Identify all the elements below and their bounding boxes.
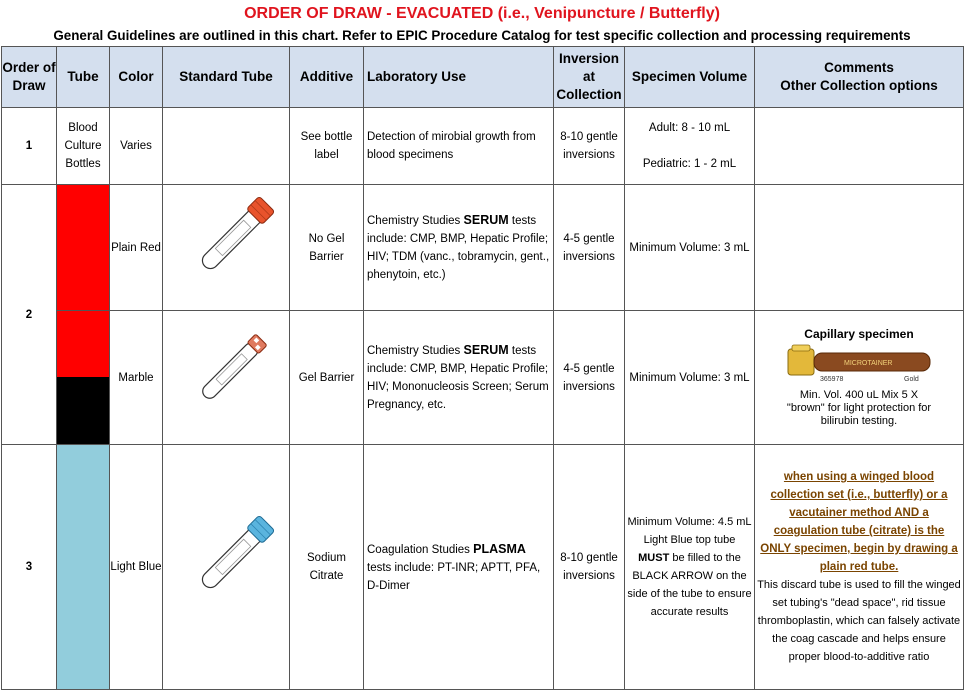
- comment-discard-tube-note: when using a winged blood collection set (i.e., butterfly) or a vacutainer method AND a coagulation tube (citrate) is the ONLY specimen, begin by drawing a plain red tube.: [760, 471, 958, 573]
- header-row: [2, 47, 964, 108]
- color-swatch-red: [57, 185, 110, 311]
- microtainer-tube-icon: [786, 341, 932, 383]
- volume-adult: Adult: 8 - 10 mL: [648, 122, 731, 134]
- lab-use-tests: tests include: CMP, BMP, Hepatic Profile; HIV; TDM (vanc., tobramycin, gent., phenytoin, etc.): [367, 215, 550, 281]
- standard-tube-empty: [163, 108, 290, 185]
- volume-line-3: [625, 549, 754, 621]
- order-number-1: 1: [2, 108, 57, 185]
- page-subtitle: General Guidelines are outlined in this chart. Refer to EPIC Procedure Catalog for test specific collection and processing requirements: [53, 28, 911, 43]
- color-marble: Marble: [110, 311, 163, 445]
- tube-image-light-blue: [163, 445, 290, 690]
- inversion-light-blue: 8-10 gentle inversions: [554, 445, 625, 690]
- lab-use-blood-culture: Detection of mirobial growth from blood specimens: [364, 108, 554, 185]
- table-row-plain-red: [2, 185, 964, 311]
- volume-line-3-rest: be filled to the BLACK ARROW on the side of the tube to ensure accurate results: [627, 552, 752, 618]
- header-tube: Tube: [57, 47, 110, 108]
- color-blood-culture: Varies: [110, 108, 163, 185]
- microtainer-number: 365978: [820, 376, 844, 383]
- capillary-title: Capillary specimen: [804, 327, 914, 341]
- volume-marble: Minimum Volume: 3 mL: [625, 311, 755, 445]
- order-number-2: 2: [2, 185, 57, 445]
- header-standard-tube: Standard Tube: [163, 47, 290, 108]
- volume-blood-culture: [625, 108, 755, 185]
- header-comments-line2: Other Collection options: [780, 78, 938, 93]
- capillary-specimen-box: [786, 327, 932, 428]
- table-row-blood-culture: [2, 108, 964, 185]
- light-blue-top-tube-icon: [171, 509, 281, 619]
- color-swatch-light-blue: [57, 445, 110, 690]
- lab-use-prefix: Coagulation Studies: [367, 543, 474, 556]
- lab-use-tests: tests include: CMP, BMP, Hepatic Profile; HIV; Mononucleosis Screen; Serum Pregnancy, etc.: [367, 345, 549, 411]
- volume-light-blue: [625, 445, 755, 690]
- microtainer-label: MICROTAINER: [844, 360, 893, 367]
- lab-use-prefix: Chemistry Studies: [367, 345, 464, 357]
- page-title: ORDER OF DRAW - EVACUATED (i.e., Venipuncture / Butterfly): [244, 5, 720, 22]
- lab-use-plasma: PLASMA: [473, 541, 526, 556]
- inversion-blood-culture: 8-10 gentle inversions: [554, 108, 625, 185]
- microtainer-gold: Gold: [904, 376, 919, 383]
- marble-top-tube-icon: [176, 325, 276, 425]
- tube-image-red: [163, 185, 290, 311]
- volume-must: MUST: [638, 552, 670, 564]
- tube-image-marble: [163, 311, 290, 445]
- comments-marble: [755, 311, 964, 445]
- comments-light-blue: [755, 445, 964, 690]
- header-lab-use: Laboratory Use: [364, 47, 554, 108]
- lab-use-serum: SERUM: [463, 213, 509, 227]
- volume-plain-red: Minimum Volume: 3 mL: [625, 185, 755, 311]
- comments-plain-red: [755, 185, 964, 311]
- order-of-draw-table: [1, 46, 964, 690]
- header-comments-line1: Comments: [824, 60, 894, 75]
- red-top-tube-icon: [171, 190, 281, 300]
- table-row-light-blue: [2, 445, 964, 690]
- lab-use-marble: [364, 311, 554, 445]
- header-color: Color: [110, 47, 163, 108]
- capillary-text: Min. Vol. 400 uL Mix 5 X "brown" for light protection for bilirubin testing.: [786, 389, 932, 427]
- additive-blood-culture: See bottle label: [290, 108, 364, 185]
- header-inversion: Inversion at Collection: [554, 47, 625, 108]
- comments-blood-culture: [755, 108, 964, 185]
- additive-plain-red: No Gel Barrier: [290, 185, 364, 311]
- header-order: Order of Draw: [2, 47, 57, 108]
- volume-pediatric: Pediatric: 1 - 2 mL: [642, 158, 737, 170]
- order-number-3: 3: [2, 445, 57, 690]
- inversion-plain-red: 4-5 gentle inversions: [554, 185, 625, 311]
- color-light-blue: Light Blue: [110, 445, 163, 690]
- inversion-marble: 4-5 gentle inversions: [554, 311, 625, 445]
- additive-light-blue: Sodium Citrate: [290, 445, 364, 690]
- header-comments: [755, 47, 964, 108]
- tube-name-blood-culture: Blood Culture Bottles: [57, 108, 110, 185]
- lab-use-tests: tests include: PT-INR; APTT, PFA, D-Dimer: [367, 561, 541, 592]
- header-additive: Additive: [290, 47, 364, 108]
- header-volume: Specimen Volume: [625, 47, 755, 108]
- comment-discard-tube-reason: This discard tube is used to fill the winged set tubing's "dead space", rid tissue thromboplastin, which can falsely activate the coag cascade and helps ensure proper blood-to-additive ratio: [757, 579, 961, 663]
- volume-minimum: Minimum Volume: 4.5 mL: [627, 516, 752, 528]
- color-swatch-marble: [57, 311, 110, 445]
- lab-use-serum: SERUM: [463, 343, 509, 357]
- volume-line-2: Light Blue top tube: [643, 534, 736, 546]
- table-row-marble: [2, 311, 964, 445]
- color-plain-red: Plain Red: [110, 185, 163, 311]
- lab-use-prefix: Chemistry Studies: [367, 215, 464, 227]
- lab-use-plain-red: [364, 185, 554, 311]
- lab-use-light-blue: [364, 445, 554, 690]
- additive-marble: Gel Barrier: [290, 311, 364, 445]
